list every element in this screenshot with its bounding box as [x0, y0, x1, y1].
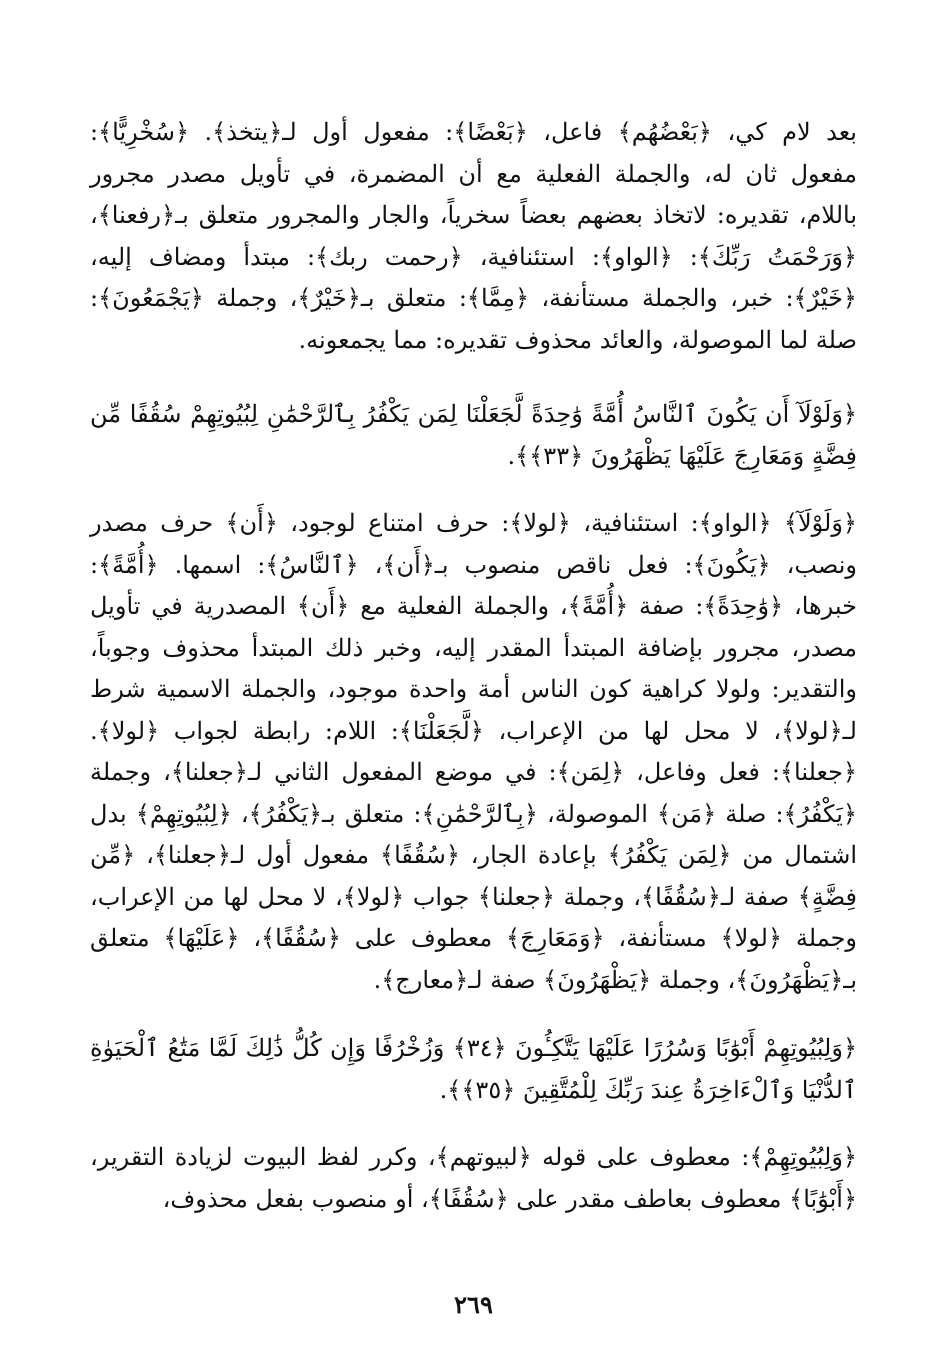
commentary-paragraph: ﴿وَلَوْلَآ﴾ ﴿الواو﴾: استئنافية، ﴿لولا﴾: حرف امتناع لوجود، ﴿أَن﴾ حرف مصدر ونصب، ﴿يَكُونَ﴾: فعل ناقص منصوب بـ﴿أَن﴾، ﴿ٱلنَّاسُ﴾: اسمها. ﴿أُمَّةً﴾: خبرها، ﴿وَٰحِدَةً﴾: صفة ﴿أُمَّةً﴾، والجملة الفعلية مع ﴿أَن﴾ المصدرية في تأويل مصدر، مجرور بإضافة المبتدأ المقدر إليه، وخبر ذلك المبتدأ محذوف وجوباً، والتقدير: ولولا كراهية كون الناس أمة واحدة موجود، والجملة الاسمية شرط لـ﴿لولا﴾، لا محل لها من الإعراب، ﴿لَّجَعَلْنَا﴾: اللام: رابطة لجواب ﴿لولا﴾. ﴿جعلنا﴾: فعل وفاعل، ﴿لِمَن﴾: في موضع المفعول الثاني لـ﴿جعلنا﴾، وجملة ﴿يَكْفُرُ﴾: صلة ﴿مَن﴾ الموصولة، ﴿بِٱلرَّحْمَٰنِ﴾: متعلق بـ﴿يَكْفُرُ﴾، ﴿لِبُيُوتِهِمْ﴾ بدل اشتمال من ﴿لِمَن يَكْفُرُ﴾ بإعادة الجار، ﴿سُقُفًا﴾ مفعول أول لـ﴿جعلنا﴾، ﴿مِّن فِضَّةٍ﴾ صفة لـ﴿سُقُفًا﴾، وجملة ﴿جعلنا﴾ جواب ﴿لولا﴾، لا محل لها من الإعراب، وجملة ﴿لولا﴾ مستأنفة، ﴿وَمَعَارِجَ﴾ معطوف على ﴿سُقُفًا﴾، ﴿عَلَيْهَا﴾ متعلق بـ﴿يَظْهَرُونَ﴾، وجملة ﴿يَظْهَرُونَ﴾ صفة لـ﴿معارج﴾. — [90, 509, 857, 994]
quran-verse-34-35: ﴿وَلِبُيُوتِهِمْ أَبْوَٰبًا وَسُرُرًا عَلَيْهَا يَتَّكِـُٔونَ ﴿٣٤﴾ وَزُخْرُفًا وَإِن كُلُّ ذَٰلِكَ لَمَّا مَتَٰعُ ٱلْحَيَوٰةِ ٱلدُّنْيَا وَٱلْءَاخِرَةُ عِندَ رَبِّكَ لِلْمُتَّقِينَ ﴿٣٥﴾﴾. — [90, 1034, 857, 1104]
page-number: ٢٦٩ — [454, 1290, 493, 1319]
quran-verse-33: ﴿وَلَوْلَآ أَن يَكُونَ ٱلنَّاسُ أُمَّةً وَٰحِدَةً لَّجَعَلْنَا لِمَن يَكْفُرُ بِٱلرَّحْمَٰنِ لِبُيُوتِهِمْ سُقُفًا مِّن فِضَّةٍ وَمَعَارِجَ عَلَيْهَا يَظْهَرُونَ ﴿٣٣﴾﴾. — [90, 400, 857, 470]
commentary-paragraph: بعد لام كي، ﴿بَعْضُهُم﴾ فاعل، ﴿بَعْضًا﴾: مفعول أول لـ﴿يتخذ﴾. ﴿سُخْرِيًّا﴾: مفعول ثان له، والجملة الفعلية مع أن المضمرة، في تأويل مصدر مجرور باللام، تقديره: لاتخاذ بعضهم بعضاً سخرياً، والجار والمجرور متعلق بـ﴿رفعنا﴾، ﴿وَرَحْمَتُ رَبِّكَ﴾: ﴿الواو﴾: استئنافية، ﴿رحمت ربك﴾: مبتدأ ومضاف إليه، ﴿خَيْرٌ﴾: خبر، والجملة مستأنفة، ﴿مِمَّا﴾: متعلق بـ﴿خَيْرٌ﴾، وجملة ﴿يَجْمَعُونَ﴾: صلة لما الموصولة، والعائد محذوف تقديره: مما يجمعونه. — [90, 118, 857, 354]
commentary-paragraph: ﴿وَلِبُيُوتِهِمْ﴾: معطوف على قوله ﴿لبيوتهم﴾، وكرر لفظ البيوت لزيادة التقرير، ﴿أَبْوَٰبًا﴾ معطوف بعاطف مقدر على ﴿سُقُفًا﴾، أو منصوب بفعل محذوف، — [90, 1143, 857, 1213]
